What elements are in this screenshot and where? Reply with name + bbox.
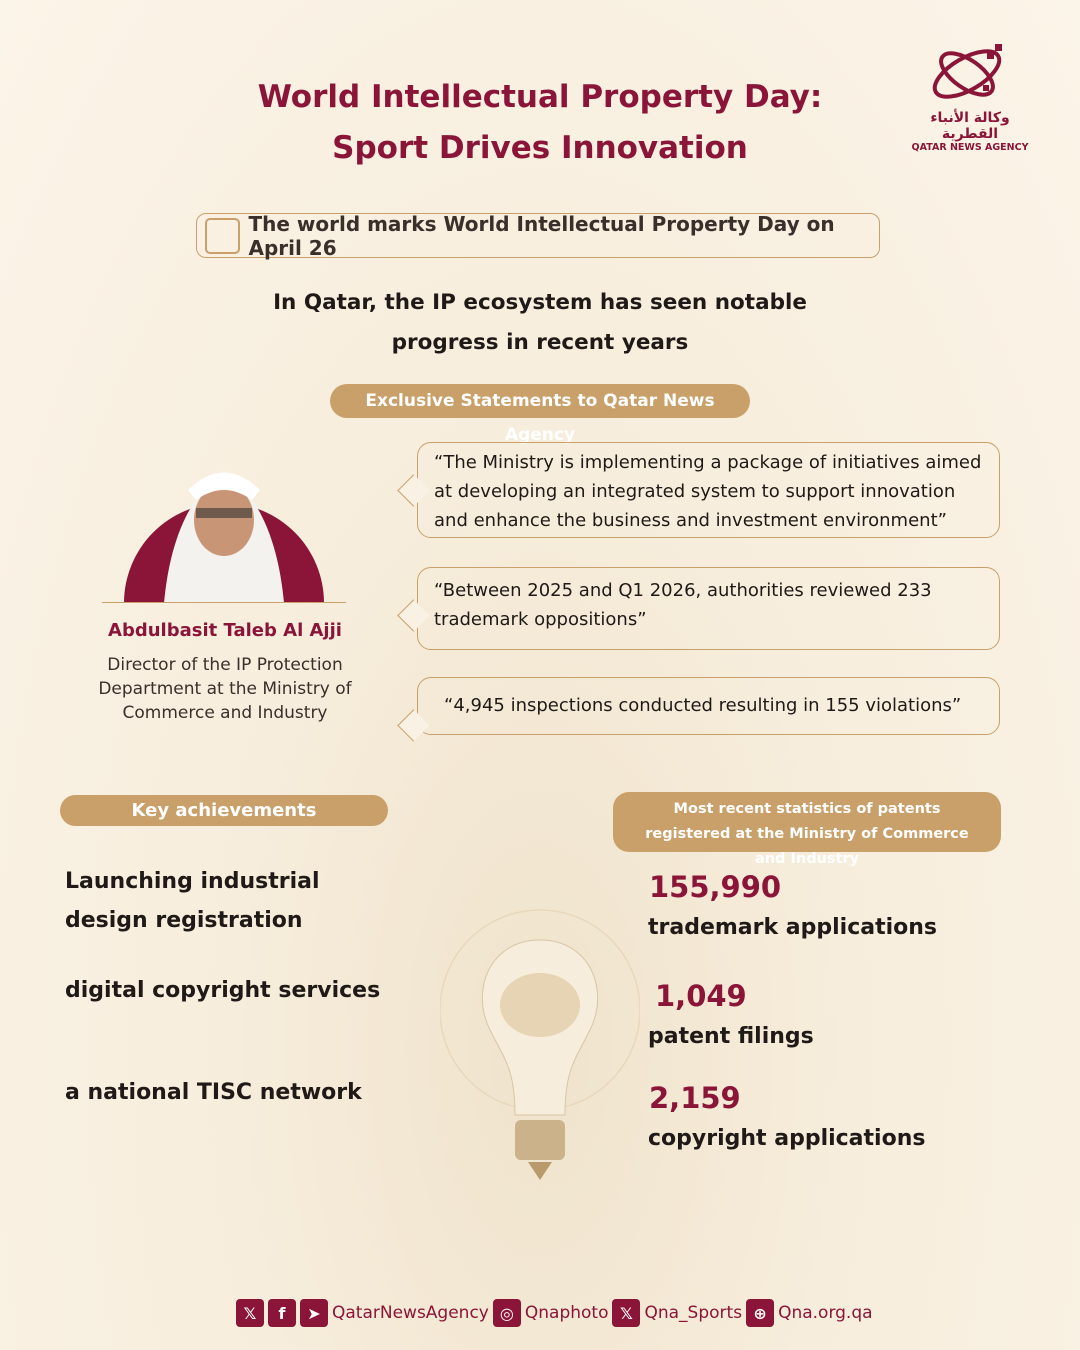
telegram-icon[interactable]: ➤ xyxy=(300,1299,328,1327)
handle-link[interactable]: Qnaphoto xyxy=(524,1303,609,1323)
stat-value: 2,159 xyxy=(649,1081,741,1115)
page-title: World Intellectual Property Day: Sport Drives Innovation xyxy=(257,79,823,166)
stat-label: patent filings xyxy=(648,1024,814,1049)
achievement-item: digital copyright services xyxy=(65,978,381,1003)
facebook-icon[interactable]: f xyxy=(268,1299,296,1327)
achievement-item: a national TISC network xyxy=(65,1080,362,1105)
achievements-label: Key achievements xyxy=(60,795,388,826)
qna-logo: وكالة الأنباء القطرية QATAR NEWS AGENCY xyxy=(910,40,1030,153)
quote-3: “4,945 inspections conducted resulting in 155 violations” xyxy=(417,677,1000,735)
handle-link[interactable]: QatarNewsAgency xyxy=(332,1303,489,1323)
stats-label: Most recent statistics of patents registered at the Ministry of Commerce and Industry xyxy=(613,792,1001,852)
subtitle: In Qatar, the IP ecosystem has seen notable progress in recent years xyxy=(273,290,807,355)
quote-1: “The Ministry is implementing a package of initiatives aimed at developing an integrated system to support innovation and enhance the business and investment environment” xyxy=(417,442,1000,538)
instagram-icon[interactable]: ◎ xyxy=(493,1299,521,1327)
handle-link[interactable]: Qna_Sports xyxy=(644,1303,743,1323)
qna-logo-icon xyxy=(925,40,1015,106)
website-link[interactable]: Qna.org.qa xyxy=(778,1303,873,1323)
stat-value: 155,990 xyxy=(649,870,782,904)
footer-social xyxy=(236,1299,873,1327)
person-role: Director of the IP Protection Department at the Ministry of Commerce and Industry xyxy=(98,655,352,723)
statements-label: Exclusive Statements to Qatar News Agency xyxy=(330,384,750,418)
person-photo xyxy=(124,460,324,603)
lightbulb-icon xyxy=(440,900,640,1200)
achievement-item: Launching industrial design registration xyxy=(65,869,320,933)
date-banner: The world marks World Intellectual Property Day on April 26 xyxy=(196,213,880,258)
stat-label: trademark applications xyxy=(648,915,938,940)
x-icon[interactable]: 𝕏 xyxy=(236,1299,264,1327)
person-name: Abdulbasit Taleb Al Ajji xyxy=(108,620,342,641)
stat-value: 1,049 xyxy=(655,979,747,1013)
globe-icon[interactable]: ⊕ xyxy=(746,1299,774,1327)
quote-2: “Between 2025 and Q1 2026, authorities reviewed 233 trademark oppositions” xyxy=(417,567,1000,650)
calendar-icon xyxy=(205,218,240,254)
stat-label: copyright applications xyxy=(648,1126,926,1151)
x-icon[interactable]: 𝕏 xyxy=(612,1299,640,1327)
divider xyxy=(102,602,346,603)
